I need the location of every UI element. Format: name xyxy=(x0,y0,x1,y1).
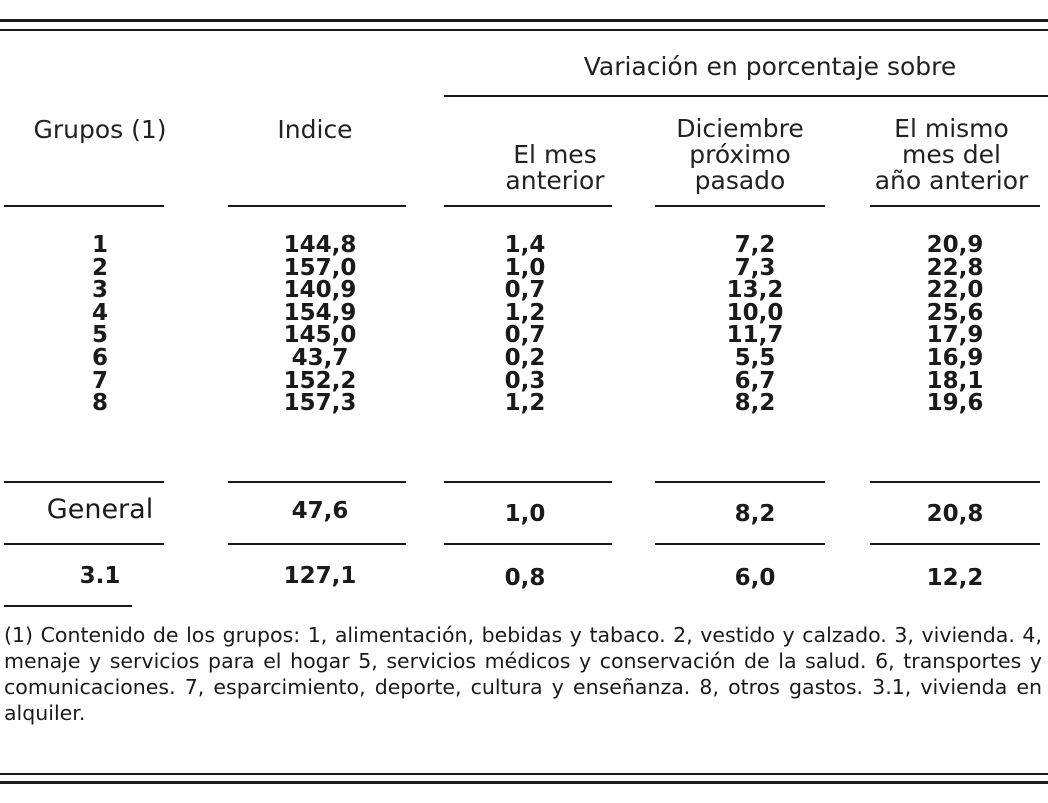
year-ago-cell-1: 20,9 xyxy=(926,232,984,258)
rule-before-general-2 xyxy=(228,481,406,483)
december-cell-4: 10,0 xyxy=(726,299,784,326)
housing-year-ago: 12,2 xyxy=(926,565,984,591)
rule-before-general-5 xyxy=(870,481,1040,483)
december-cell-3: 13,2 xyxy=(726,277,784,304)
groups-cell-7: 7 xyxy=(91,367,108,394)
year-ago-cell-2: 22,8 xyxy=(926,254,984,281)
rule-after-general-5 xyxy=(870,543,1040,545)
col-prev-month xyxy=(470,234,580,415)
prev-month-cell-2: 1,0 xyxy=(504,254,546,281)
groups-cell-2: 2 xyxy=(91,254,108,281)
rule-before-general xyxy=(4,481,164,483)
col-december xyxy=(690,234,820,415)
bottom-rule-2 xyxy=(0,781,1048,784)
general-prev-month: 1,0 xyxy=(504,501,546,527)
december-cell-6: 5,5 xyxy=(734,344,776,371)
header-december: Diciembre próximo pasado xyxy=(676,114,804,195)
groups-cell-5: 5 xyxy=(91,322,108,349)
rule-after-general xyxy=(4,543,164,545)
general-december: 8,2 xyxy=(734,501,776,527)
year-ago-cell-3: 22,0 xyxy=(926,277,984,304)
col-year-ago xyxy=(885,234,1025,415)
footnote-rule xyxy=(4,605,132,607)
col-groups xyxy=(60,234,140,415)
header-underline-groups xyxy=(4,205,164,207)
rule-before-general-3 xyxy=(444,481,612,483)
header-year-ago: El mismo mes del año anterior xyxy=(874,114,1029,195)
prev-month-cell-8: 1,2 xyxy=(504,390,546,417)
rule-after-general-2 xyxy=(228,543,406,545)
index-cell-8: 157,3 xyxy=(283,390,357,417)
index-cell-5: 145,0 xyxy=(283,322,357,349)
december-cell-8: 8,2 xyxy=(734,390,776,417)
variation-rule xyxy=(444,95,1048,97)
index-cell-4: 154,9 xyxy=(283,299,357,326)
general-label: General xyxy=(46,494,154,525)
prev-month-cell-6: 0,2 xyxy=(504,344,546,371)
prev-month-cell-4: 1,2 xyxy=(504,299,546,326)
prev-month-cell-1: 1,4 xyxy=(504,232,546,258)
rule-after-general-4 xyxy=(655,543,825,545)
year-ago-cell-8: 19,6 xyxy=(926,390,984,417)
housing-label: 3.1 xyxy=(79,563,121,589)
housing-index: 127,1 xyxy=(283,563,357,589)
header-index: Indice xyxy=(277,115,353,144)
top-rule-1 xyxy=(0,19,1048,22)
header-underline-index xyxy=(228,205,406,207)
groups-cell-4: 4 xyxy=(91,299,108,326)
prev-month-cell-7: 0,3 xyxy=(504,367,546,394)
index-cell-7: 152,2 xyxy=(283,367,357,394)
top-rule-2 xyxy=(0,29,1048,31)
december-cell-2: 7,3 xyxy=(734,254,776,281)
index-cell-2: 157,0 xyxy=(283,254,357,281)
general-index: 47,6 xyxy=(291,498,349,524)
december-cell-1: 7,2 xyxy=(734,232,776,258)
footnote: (1) Contenido de los grupos: 1, alimentación, bebidas y tabaco. 2, vestido y calzado. 3, vivienda. 4, menaje y servicios para el hogar 5, servicios médicos y conservación de la salud. 6, transportes y comunicaciones. 7, esparcimiento, deporte, cultura y enseñanza. 8, otros gastos. 3.1, vivienda en alquiler. xyxy=(4,623,1042,725)
rule-before-general-4 xyxy=(655,481,825,483)
index-cell-6: 43,7 xyxy=(291,344,349,371)
year-ago-cell-5: 17,9 xyxy=(926,322,984,349)
year-ago-cell-7: 18,1 xyxy=(926,367,984,394)
december-cell-7: 6,7 xyxy=(734,367,776,394)
groups-cell-3: 3 xyxy=(91,277,108,304)
groups-cell-8: 8 xyxy=(91,390,108,417)
header-groups: Grupos (1) xyxy=(33,115,167,144)
december-cell-5: 11,7 xyxy=(726,322,784,349)
header-prev-month: El mes anterior xyxy=(505,140,605,195)
index-cell-3: 140,9 xyxy=(283,277,357,304)
housing-december: 6,0 xyxy=(734,565,776,591)
col-index xyxy=(255,234,385,415)
rule-after-general-3 xyxy=(444,543,612,545)
general-year-ago: 20,8 xyxy=(926,501,984,527)
groups-cell-6: 6 xyxy=(91,344,108,371)
bottom-rule-1 xyxy=(0,773,1048,775)
housing-prev-month: 0,8 xyxy=(504,565,546,591)
header-variation: Variación en porcentaje sobre xyxy=(583,52,957,81)
header-underline-year xyxy=(870,205,1040,207)
prev-month-cell-5: 0,7 xyxy=(504,322,546,349)
year-ago-cell-4: 25,6 xyxy=(926,299,984,326)
index-cell-1: 144,8 xyxy=(283,232,357,258)
prev-month-cell-3: 0,7 xyxy=(504,277,546,304)
header-underline-prev xyxy=(444,205,612,207)
year-ago-cell-6: 16,9 xyxy=(926,344,984,371)
header-underline-dec xyxy=(655,205,825,207)
groups-cell-1: 1 xyxy=(91,232,108,258)
